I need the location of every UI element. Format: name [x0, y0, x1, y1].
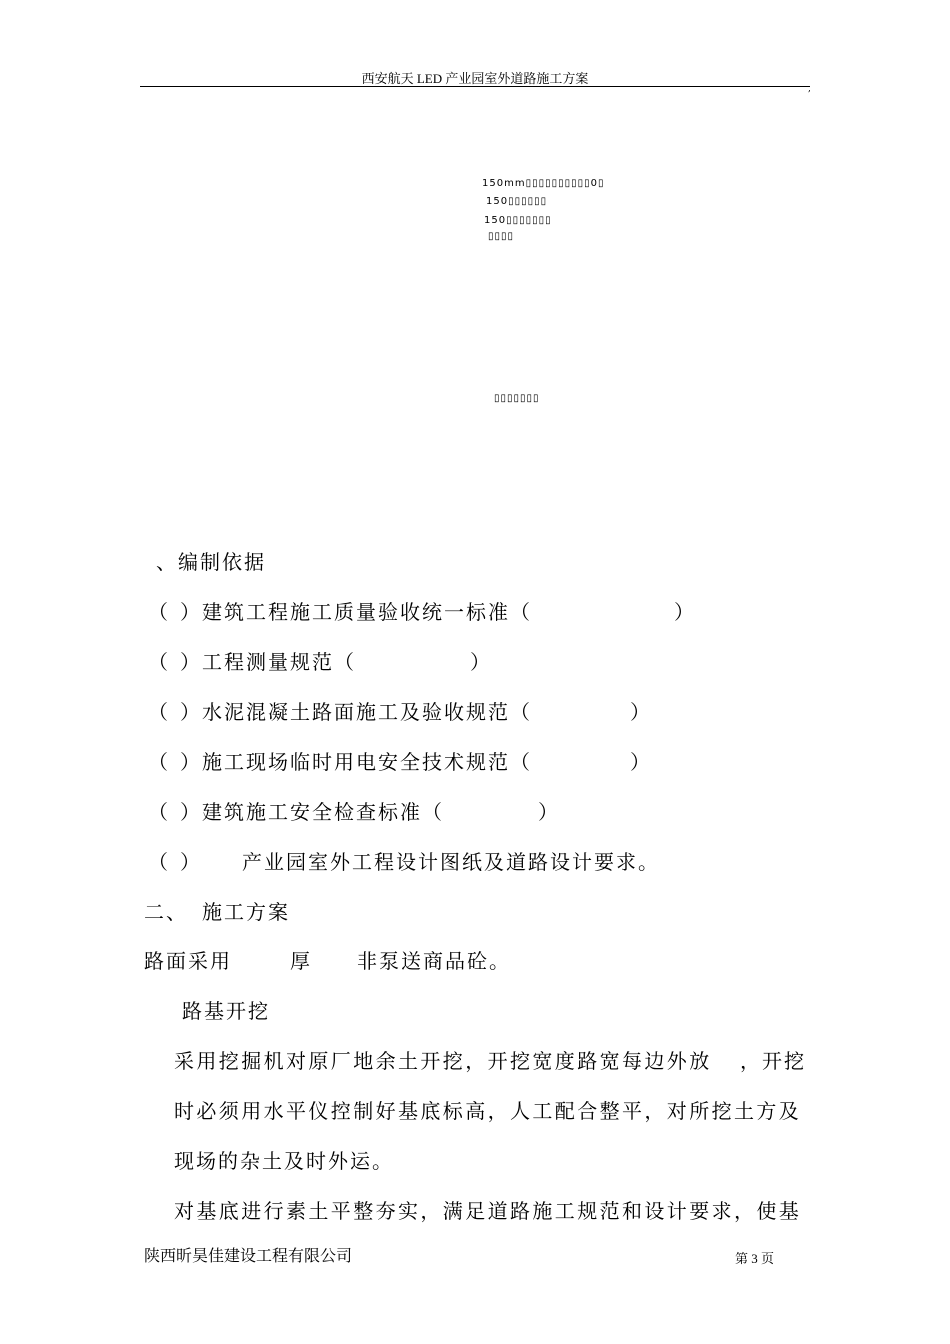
list-item-text: ）水泥混凝土路面施工及验收规范（: [180, 700, 532, 724]
paragraph-line: 现场的杂土及时外运。: [174, 1149, 394, 1173]
page-number: 第 3 页: [735, 1251, 775, 1266]
list-item-close: ）: [630, 700, 652, 724]
figure-label-3: 150▯▯▯▯▯▯▯: [484, 215, 552, 226]
figure-label-2: 150▯▯▯▯▯▯: [486, 196, 548, 207]
list-item-paren-close: ）: [180, 850, 202, 874]
paragraph-line: 时必须用水平仪控制好基底标高，人工配合整平，对所挖土方及: [174, 1099, 802, 1123]
list-item-paren-open: （: [148, 800, 170, 824]
list-item-close: ）: [470, 650, 492, 674]
header-divider: [140, 86, 810, 87]
list-item-paren-open: （: [148, 600, 170, 624]
section-number: 二、: [144, 900, 188, 924]
list-item-close: ）: [538, 800, 560, 824]
list-item-text: 产业园室外工程设计图纸及道路设计要求。: [242, 850, 660, 874]
section-heading-plan: 施工方案: [202, 900, 290, 924]
list-item-paren-open: （: [148, 650, 170, 674]
footer-company: 陕西昕昊佳建设工程有限公司: [144, 1246, 353, 1265]
paving-text-c: 非泵送商品砼。: [357, 949, 511, 973]
list-item-paren-open: （: [148, 850, 170, 874]
paving-text-b: 厚: [290, 949, 312, 973]
list-item-text: ）施工现场临时用电安全技术规范（: [180, 750, 532, 774]
paragraph-line: 采用挖掘机对原厂地余土开挖，开挖宽度路宽每边外放: [174, 1049, 712, 1073]
paving-text-a: 路面采用: [144, 949, 232, 973]
paragraph-line: 对基底进行素土平整夯实，满足道路施工规范和设计要求，使基: [174, 1199, 802, 1223]
list-item-close: ）: [674, 600, 696, 624]
figure-label-1: 150mm▯▯▯▯▯▯▯▯▯▯0▯: [482, 178, 605, 189]
list-item-close: ）: [630, 750, 652, 774]
list-item-text: ）工程测量规范（: [180, 650, 356, 674]
list-item-paren-open: （: [148, 700, 170, 724]
paragraph-line: ，开挖: [740, 1049, 806, 1073]
figure-label-4: ▯▯▯▯: [488, 231, 515, 242]
section-heading-basis: 、编制依据: [156, 550, 266, 574]
list-item-paren-open: （: [148, 750, 170, 774]
header-mark: ,: [808, 84, 811, 94]
page-header-title: 西安航天 LED 产业园室外道路施工方案: [361, 71, 589, 86]
subheading-excavation: 路基开挖: [182, 999, 270, 1023]
list-item-text: ）建筑工程施工质量验收统一标准（: [180, 600, 532, 624]
list-item-text: ）建筑施工安全检查标准（: [180, 800, 444, 824]
figure-caption: ▯▯▯▯▯▯▯: [494, 393, 540, 404]
